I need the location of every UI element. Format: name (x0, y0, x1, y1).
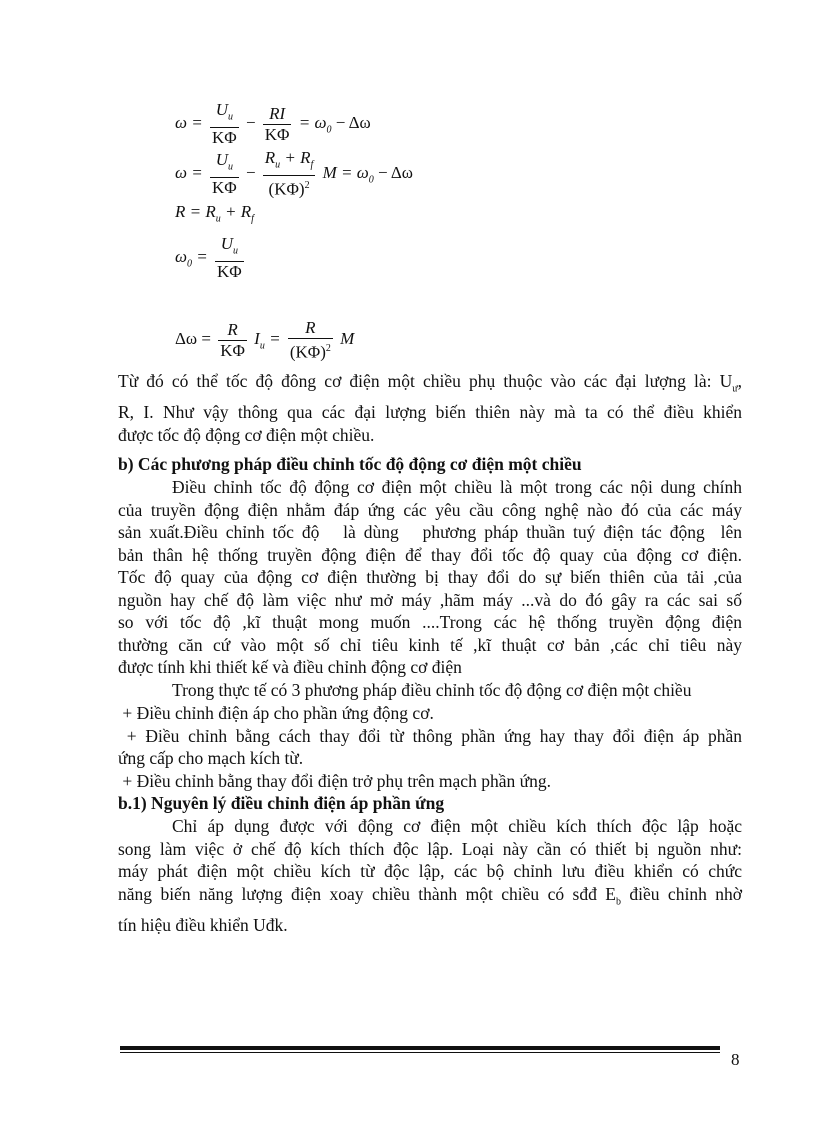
para4-line3: máy phát điện một chiều kích từ độc lập, các bộ chỉnh lưu điều khiển có chức (118, 861, 742, 881)
para1-line1: Từ đó có thể tốc độ đông cơ điện một chiều phụ thuộc vào các đại lượng là: $U_ư$, (118, 371, 742, 395)
para4-line4: năng biến năng lượng điện xoay chiều thành một chiều có sđđ $E_b$ điều chỉnh nhờ (118, 883, 742, 907)
para1-line3: được tốc độ động cơ điện một chiều. (118, 424, 375, 445)
para4-line5: tín hiệu điều khiển Uđk. (118, 914, 288, 935)
para2-line9: được tính khi thiết kế và điều chỉnh động cơ điện (118, 657, 462, 677)
list-item: + Điều chỉnh bằng cách thay đổi từ thông phần ứng hay thay đổi điện áp phần (118, 725, 742, 746)
para2-line2: của truyền động điện nhằm đáp ứng các yêu cầu công nghệ nào đó của các máy (118, 499, 742, 520)
para2-line7: so với tốc độ ,kĩ thuật mong muốn ....Trong các hệ thống truyền động điện (118, 612, 742, 632)
list-item-continuation: ứng cấp cho mạch kích từ. (118, 748, 304, 768)
para4-line2: song làm việc ở chế độ kích thích độc lập. Loại này cần có thiết bị nguồn như: (118, 838, 742, 859)
equation-3: $R = R_u + R_f$ (175, 202, 254, 225)
paragraph-three-methods: Trong thực tế có 3 phương pháp điều chỉnh tốc độ động cơ điện một chiều (172, 680, 692, 700)
para2-line4: bản thân hệ thống truyền động điện để thay đổi tốc độ quay của động cơ điện. (118, 544, 742, 565)
paragraph-speed-factors (118, 370, 742, 446)
footer-rule-thick (120, 1046, 720, 1050)
para2-line8: thường căn cứ vào một số chỉ tiêu kinh tế ,kĩ thuật cơ bản ,các chỉ tiêu này (118, 634, 742, 655)
para2-line5: Tốc độ quay của động cơ điện thường bị thay đổi do sự biến thiên của tải ,của (118, 567, 742, 587)
equation-5: Δω = $\frac{R}{K\Phi}$ $I_u$ = $\frac{R}{(K\Phi)^2}$ M (175, 318, 355, 362)
para2-line6: nguồn hay chế độ làm việc như mở máy ,hãm máy ...và do đó gây ra các sai số (118, 589, 742, 610)
para2-line3: sản xuất.Điều chỉnh tốc độ là dùng phương pháp thuần tuý điện tác động lên (118, 522, 742, 542)
methods-list (118, 702, 742, 792)
paragraph-armature-voltage (118, 815, 742, 936)
equation-1: ω = $\frac{U_u}{K\Phi}$ − $\frac{RI}{K\Phi}$ = $\omega_0 - \Delta\omega$ (175, 100, 371, 148)
heading-methods: b) Các phương pháp điều chỉnh tốc độ động cơ điện một chiều (118, 454, 582, 474)
heading-armature-voltage: b.1) Nguyên lý điều chỉnh điện áp phần ứng (118, 793, 445, 813)
equation-2: ω = $\frac{U_u}{K\Phi}$ − $\frac{R_u + R_f}{(K\Phi)^2}$ $M = \omega_0 - \Delta\omega$ (175, 148, 413, 200)
footer-rule-thin (120, 1052, 720, 1053)
equation-4: $\omega_0$ = $\frac{U_u}{K\Phi}$ (175, 234, 242, 282)
para2-line1: Điều chỉnh tốc độ động cơ điện một chiều là một trong các nội dung chính (172, 477, 742, 497)
paragraph-methods-intro (118, 476, 742, 679)
page-number: 8 (731, 1050, 740, 1069)
list-item: + Điều chỉnh bằng thay đổi điện trở phụ trên mạch phần ứng. (118, 770, 551, 791)
para4-line1: Chỉ áp dụng được với động cơ điện một chiều kích thích độc lập hoặc (172, 816, 742, 836)
list-item: + Điều chỉnh điện áp cho phần ứng động cơ. (118, 703, 434, 723)
para1-line2: R, I. Như vậy thông qua các đại lượng biến thiên này mà ta có thể điều khiển (118, 402, 742, 422)
